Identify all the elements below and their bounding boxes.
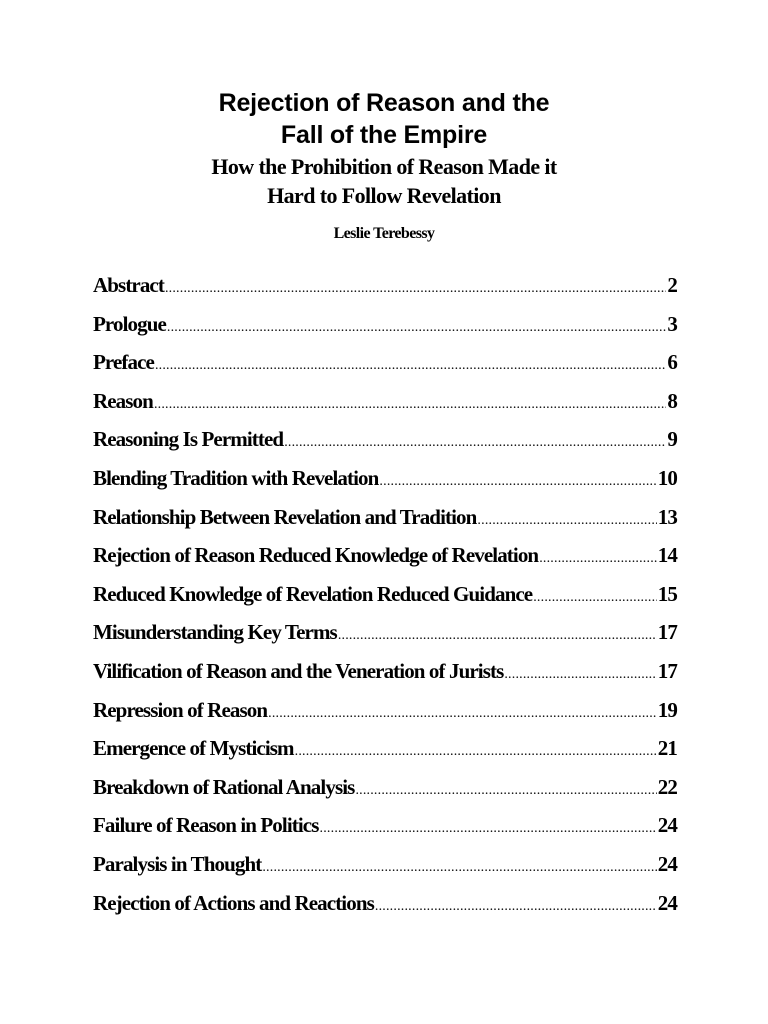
toc-entry-page-number: 8 (667, 388, 677, 413)
toc-dot-leader (262, 853, 656, 883)
toc-dot-leader (338, 621, 657, 651)
toc-entry-title: Rejection of Reason Reduced Knowledge of Revelation (93, 543, 539, 568)
toc-entry-title: Reasoning Is Permitted (93, 427, 284, 452)
toc-entry[interactable] (93, 888, 677, 927)
toc-entry-title: Blending Tradition with Revelation (93, 465, 379, 490)
toc-entry[interactable] (93, 772, 677, 811)
title-line-2: Fall of the Empire (280, 121, 488, 149)
toc-entry-page-number: 17 (657, 658, 677, 683)
toc-dot-leader (284, 428, 666, 458)
subtitle-line-1: How the Prohibition of Reason Made it (211, 154, 557, 179)
toc-entry[interactable] (93, 424, 677, 463)
toc-entry-page-number: 24 (657, 813, 677, 838)
toc-entry-title: Rejection of Actions and Reactions (93, 890, 374, 915)
toc-entry-page-number: 13 (657, 504, 677, 529)
toc-entry-page-number: 24 (657, 851, 677, 876)
toc-entry-title: Prologue (93, 311, 166, 336)
toc-dot-leader (268, 699, 657, 729)
toc-dot-leader (165, 274, 666, 304)
table-of-contents (93, 270, 677, 926)
toc-entry-page-number: 3 (667, 311, 677, 336)
toc-entry-page-number: 15 (657, 581, 677, 606)
toc-entry-title: Misunderstanding Key Terms (93, 620, 337, 645)
toc-dot-leader (477, 506, 656, 536)
toc-entry-page-number: 2 (667, 273, 677, 297)
toc-dot-leader (167, 313, 666, 343)
toc-dot-leader (154, 390, 666, 420)
subtitle-line-2: Hard to Follow Revelation (267, 183, 501, 208)
toc-entry[interactable] (93, 656, 677, 695)
toc-entry[interactable] (93, 386, 677, 425)
title-line-1: Rejection of Reason and the (218, 89, 550, 117)
toc-entry-title: Vilification of Reason and the Veneration of Jurists (93, 658, 504, 683)
toc-entry-title: Repression of Reason (93, 697, 268, 722)
toc-entry[interactable] (93, 347, 677, 386)
toc-entry-title: Reason (93, 388, 153, 413)
toc-dot-leader (320, 814, 657, 844)
toc-entry[interactable] (93, 540, 677, 579)
toc-entry[interactable] (93, 733, 677, 772)
toc-entry-title: Abstract (93, 273, 164, 297)
toc-entry-page-number: 19 (657, 697, 677, 722)
toc-entry-page-number: 6 (667, 350, 677, 375)
toc-entry[interactable] (93, 695, 677, 734)
toc-entry-page-number: 9 (667, 427, 677, 452)
toc-entry-title: Emergence of Mysticism (93, 736, 294, 761)
toc-dot-leader (533, 583, 657, 613)
toc-entry[interactable] (93, 309, 677, 348)
toc-entry[interactable] (93, 810, 677, 849)
toc-entry-title: Paralysis in Thought (93, 851, 262, 876)
toc-entry[interactable] (93, 463, 677, 502)
toc-entry-title: Preface (93, 350, 154, 375)
toc-entry-title: Reduced Knowledge of Revelation Reduced Guidance (93, 581, 533, 606)
toc-dot-leader (504, 660, 656, 690)
toc-entry[interactable] (93, 617, 677, 656)
toc-entry-page-number: 22 (657, 774, 677, 799)
toc-dot-leader (155, 351, 666, 381)
toc-entry-title: Failure of Reason in Politics (93, 813, 319, 838)
toc-entry-page-number: 17 (657, 620, 677, 645)
toc-entry-page-number: 21 (657, 736, 677, 761)
toc-dot-leader (355, 776, 656, 806)
toc-entry-page-number: 10 (657, 465, 677, 490)
toc-dot-leader (375, 892, 657, 922)
toc-entry[interactable] (93, 270, 677, 309)
toc-entry[interactable] (93, 502, 677, 541)
author-name: Leslie Terebessy (333, 225, 435, 242)
toc-entry[interactable] (93, 579, 677, 618)
toc-entry-page-number: 24 (657, 890, 677, 915)
toc-dot-leader (295, 737, 657, 767)
toc-entry-title: Breakdown of Rational Analysis (93, 774, 355, 799)
toc-entry[interactable] (93, 849, 677, 888)
toc-entry-page-number: 14 (657, 543, 677, 568)
toc-dot-leader (379, 467, 656, 497)
toc-dot-leader (539, 544, 657, 574)
toc-entry-title: Relationship Between Revelation and Tradition (93, 504, 477, 529)
